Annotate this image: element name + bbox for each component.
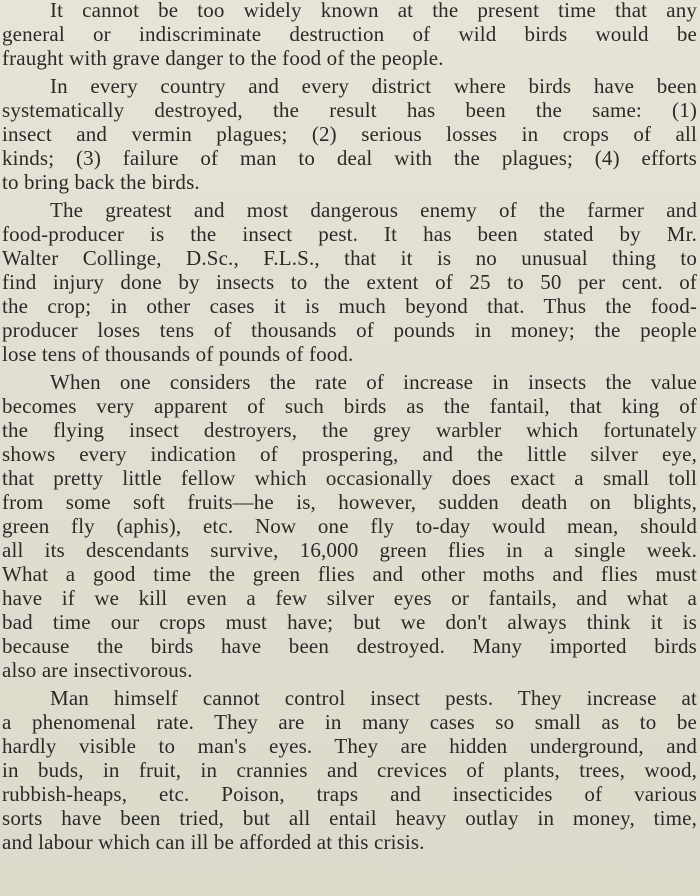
text-line: becomes very apparent of such birds as the fantail, that king of (2, 394, 697, 418)
text-line: the crop; in other cases it is much beyond that. Thus the food- (2, 294, 697, 318)
text-line: systematically destroyed, the result has been the same: (1) (2, 98, 697, 122)
text-line: It cannot be too widely known at the present time that any (50, 0, 697, 22)
text-line: find injury done by insects to the extent of 25 to 50 per cent. of (2, 270, 697, 294)
text-line: fraught with grave danger to the food of the people. (2, 46, 444, 70)
text-line: in buds, in fruit, in crannies and crevices of plants, trees, wood, (2, 758, 697, 782)
text-line: because the birds have been destroyed. Many imported birds (2, 634, 697, 658)
text-line: sorts have been tried, but all entail heavy outlay in money, time, (2, 806, 697, 830)
text-line: shows every indication of prospering, and the little silver eye, (2, 442, 697, 466)
paragraph-4 (2, 370, 697, 682)
text-line: Walter Collinge, D.Sc., F.L.S., that it is no unusual thing to (2, 246, 697, 270)
text-line: a phenomenal rate. They are in many cases so small as to be (2, 710, 697, 734)
paragraph-3 (2, 198, 697, 366)
text-line: The greatest and most dangerous enemy of the farmer and (50, 198, 697, 222)
text-column (2, 0, 697, 858)
text-line: What a good time the green flies and other moths and flies must (2, 562, 697, 586)
text-line: from some soft fruits—he is, however, sudden death on blights, (2, 490, 697, 514)
text-line: and labour which can ill be afforded at this crisis. (2, 830, 425, 854)
text-line: green fly (aphis), etc. Now one fly to-day would mean, should (2, 514, 697, 538)
text-line: also are insectivorous. (2, 658, 193, 682)
text-line: the flying insect destroyers, the grey warbler which fortunately (2, 418, 697, 442)
text-line: have if we kill even a few silver eyes or fantails, and what a (2, 586, 697, 610)
text-line: bad time our crops must have; but we don't always think it is (2, 610, 697, 634)
text-line: hardly visible to man's eyes. They are hidden underground, and (2, 734, 697, 758)
text-line: Man himself cannot control insect pests. They increase at (50, 686, 697, 710)
text-line: lose tens of thousands of pounds of food. (2, 342, 354, 366)
text-line: insect and vermin plagues; (2) serious losses in crops of all (2, 122, 697, 146)
text-line: to bring back the birds. (2, 170, 200, 194)
text-line: kinds; (3) failure of man to deal with the plagues; (4) efforts (2, 146, 697, 170)
text-line: rubbish-heaps, etc. Poison, traps and insecticides of various (2, 782, 697, 806)
text-line: producer loses tens of thousands of pounds in money; the people (2, 318, 697, 342)
paragraph-5 (2, 686, 697, 854)
text-line: that pretty little fellow which occasionally does exact a small toll (2, 466, 697, 490)
text-line: When one considers the rate of increase in insects the value (50, 370, 697, 394)
text-line: In every country and every district where birds have been (50, 74, 697, 98)
text-line: food-producer is the insect pest. It has been stated by Mr. (2, 222, 697, 246)
paragraph-1 (2, 0, 697, 70)
text-line: all its descendants survive, 16,000 green flies in a single week. (2, 538, 697, 562)
paragraph-2 (2, 74, 697, 194)
text-line: general or indiscriminate destruction of wild birds would be (2, 22, 697, 46)
